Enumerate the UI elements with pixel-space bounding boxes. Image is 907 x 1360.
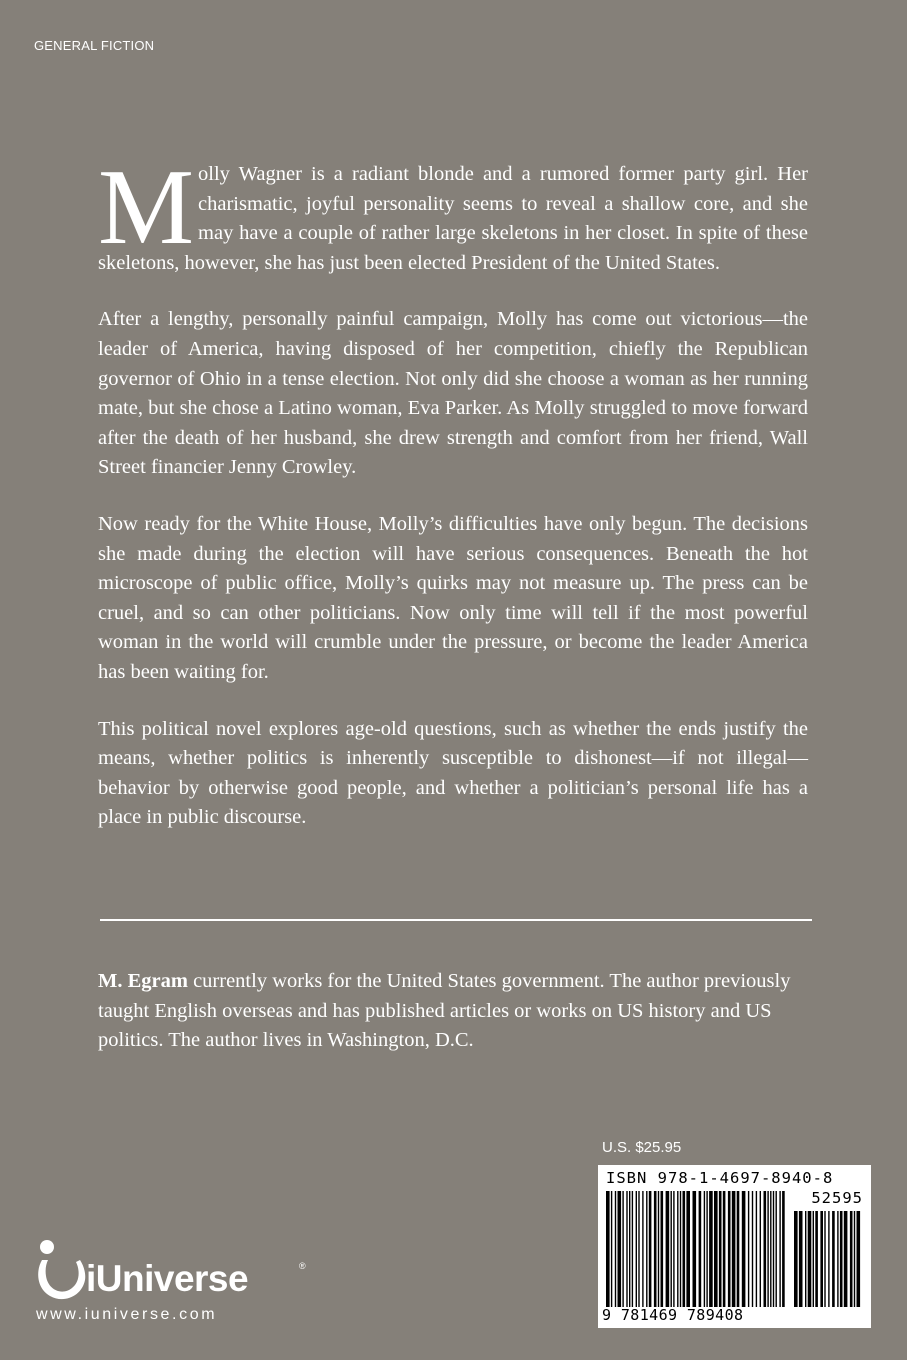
barcode-bar (615, 1191, 616, 1307)
barcode-bar (649, 1191, 652, 1307)
barcode-bar (709, 1191, 713, 1307)
blurb-paragraph-3: Now ready for the White House, Molly’s difficulties have only begun. The decisions she made during the election will have serious consequences. Beneath the hot microscope of public office, Molly’s quirks may not measure up. The press can be cruel, and so can other politicians. Now only time will tell if the most powerful woman in the world will crumble under the pressure, or become the leader America has been waiting for. (98, 512, 808, 683)
barcode-bar (673, 1191, 674, 1307)
barcode-bar (706, 1191, 707, 1307)
barcode-bar (828, 1211, 829, 1307)
barcode-bar (626, 1191, 627, 1307)
barcode-bar (611, 1191, 612, 1307)
barcode-bar (813, 1211, 814, 1307)
barcode-bar (799, 1211, 803, 1307)
barcode-addon-bars (794, 1211, 862, 1307)
barcode-bar (840, 1211, 843, 1307)
barcode-bar (854, 1211, 855, 1307)
barcode-bar (680, 1191, 681, 1307)
barcode-bar (850, 1211, 853, 1307)
barcode-bar (638, 1191, 639, 1307)
barcode-bar (808, 1211, 812, 1307)
barcode-bar (723, 1191, 726, 1307)
barcode-bar (636, 1191, 637, 1307)
barcode-bar (815, 1211, 818, 1307)
barcode-bar (748, 1191, 749, 1307)
barcode-bar (719, 1191, 722, 1307)
blurb (98, 148, 808, 860)
barcode-bar (805, 1211, 806, 1307)
barcode-bar (666, 1191, 670, 1307)
barcode-bar (824, 1211, 825, 1307)
barcode-bar (629, 1191, 630, 1307)
barcode-bar (820, 1211, 823, 1307)
ean-digits: 9 781469 789408 (602, 1306, 744, 1324)
barcode-bar (732, 1191, 736, 1307)
barcode-bar (756, 1191, 757, 1307)
barcode-bar (764, 1191, 767, 1307)
barcode-bar (773, 1191, 774, 1307)
barcode-bar (642, 1191, 643, 1307)
barcode-bar (760, 1191, 761, 1307)
iuniverse-logo-icon (34, 1238, 90, 1306)
author-bio (98, 967, 810, 1056)
divider-rule (100, 919, 812, 921)
barcode-bar (693, 1191, 697, 1307)
barcode-main-bars (606, 1191, 788, 1307)
barcode (598, 1165, 871, 1328)
barcode-bar (671, 1191, 672, 1307)
barcode-bar (622, 1191, 623, 1307)
price-label: U.S. $25.95 (602, 1139, 682, 1156)
publisher-name: iUniverse (86, 1258, 249, 1299)
registered-mark: ® (299, 1261, 306, 1271)
barcode-bar (832, 1211, 835, 1307)
barcode-bar (677, 1191, 678, 1307)
blurb-paragraph-4: This political novel explores age-old questions, such as whether the ends justify the means, whether politics is inherently susceptible to dishonest—if not illegal—behavior by otherwise good people, and whether a politician’s personal life has a place in public discourse. (98, 717, 808, 829)
barcode-bar (606, 1191, 610, 1307)
author-bio-text: currently works for the United States government. The author previously taught English overseas and has published articles or works on US history and US politics. The author lives in Washington, D.C. (98, 970, 791, 1052)
barcode-bar (782, 1191, 785, 1307)
barcode-bar (737, 1191, 740, 1307)
barcode-bar (632, 1191, 633, 1307)
blurb-paragraph-2: After a lengthy, personally painful campaign, Molly has come out victorious—the leader of America, having disposed of her competition, chiefly the Republican governor of Ohio in a tense election. Not only did she choose a woman as her running mate, but she chose a Latino woman, Eva Parker. As Molly struggled to move forward after the death of her husband, she drew strength and comfort from her friend, Wall Street financier Jenny Crowley. (98, 308, 808, 479)
isbn-text: ISBN 978-1-4697-8940-8 (606, 1169, 834, 1187)
blurb-paragraph-1 (98, 148, 808, 278)
barcode-bar (742, 1191, 746, 1307)
drop-cap: M (98, 148, 195, 267)
barcode-bar (844, 1211, 848, 1307)
barcode-bar (857, 1211, 861, 1307)
barcode-bar (714, 1191, 718, 1307)
publisher-url: www.iuniverse.com (36, 1306, 218, 1323)
barcode-bar (658, 1191, 659, 1307)
blurb-paragraph-1-text: olly Wagner is a radiant blonde and a rumored former party girl. Her charismatic, joyful personality seems to reveal a shallow core, and she may have a couple of rather large skeletons in her closet. In spite of these skeletons, however, she has just been elected President of the United States. (98, 163, 808, 274)
barcode-bar (837, 1211, 838, 1307)
barcode-bar (654, 1191, 657, 1307)
genre-label: GENERAL FICTION (34, 38, 155, 53)
barcode-bar (752, 1191, 753, 1307)
barcode-bar (770, 1191, 771, 1307)
barcode-bar (699, 1191, 702, 1307)
barcode-bar (704, 1191, 705, 1307)
barcode-bar (661, 1191, 664, 1307)
author-name: M. Egram (98, 970, 188, 992)
barcode-bar (646, 1191, 647, 1307)
barcode-bar (776, 1191, 777, 1307)
barcode-bar (728, 1191, 731, 1307)
barcode-bar (779, 1191, 780, 1307)
barcode-bar (618, 1191, 622, 1307)
barcode-bar (794, 1211, 798, 1307)
barcode-bar (686, 1191, 690, 1307)
barcode-bar (767, 1191, 768, 1307)
barcode-addon-digits: 52595 (811, 1189, 863, 1207)
barcode-bar (683, 1191, 686, 1307)
